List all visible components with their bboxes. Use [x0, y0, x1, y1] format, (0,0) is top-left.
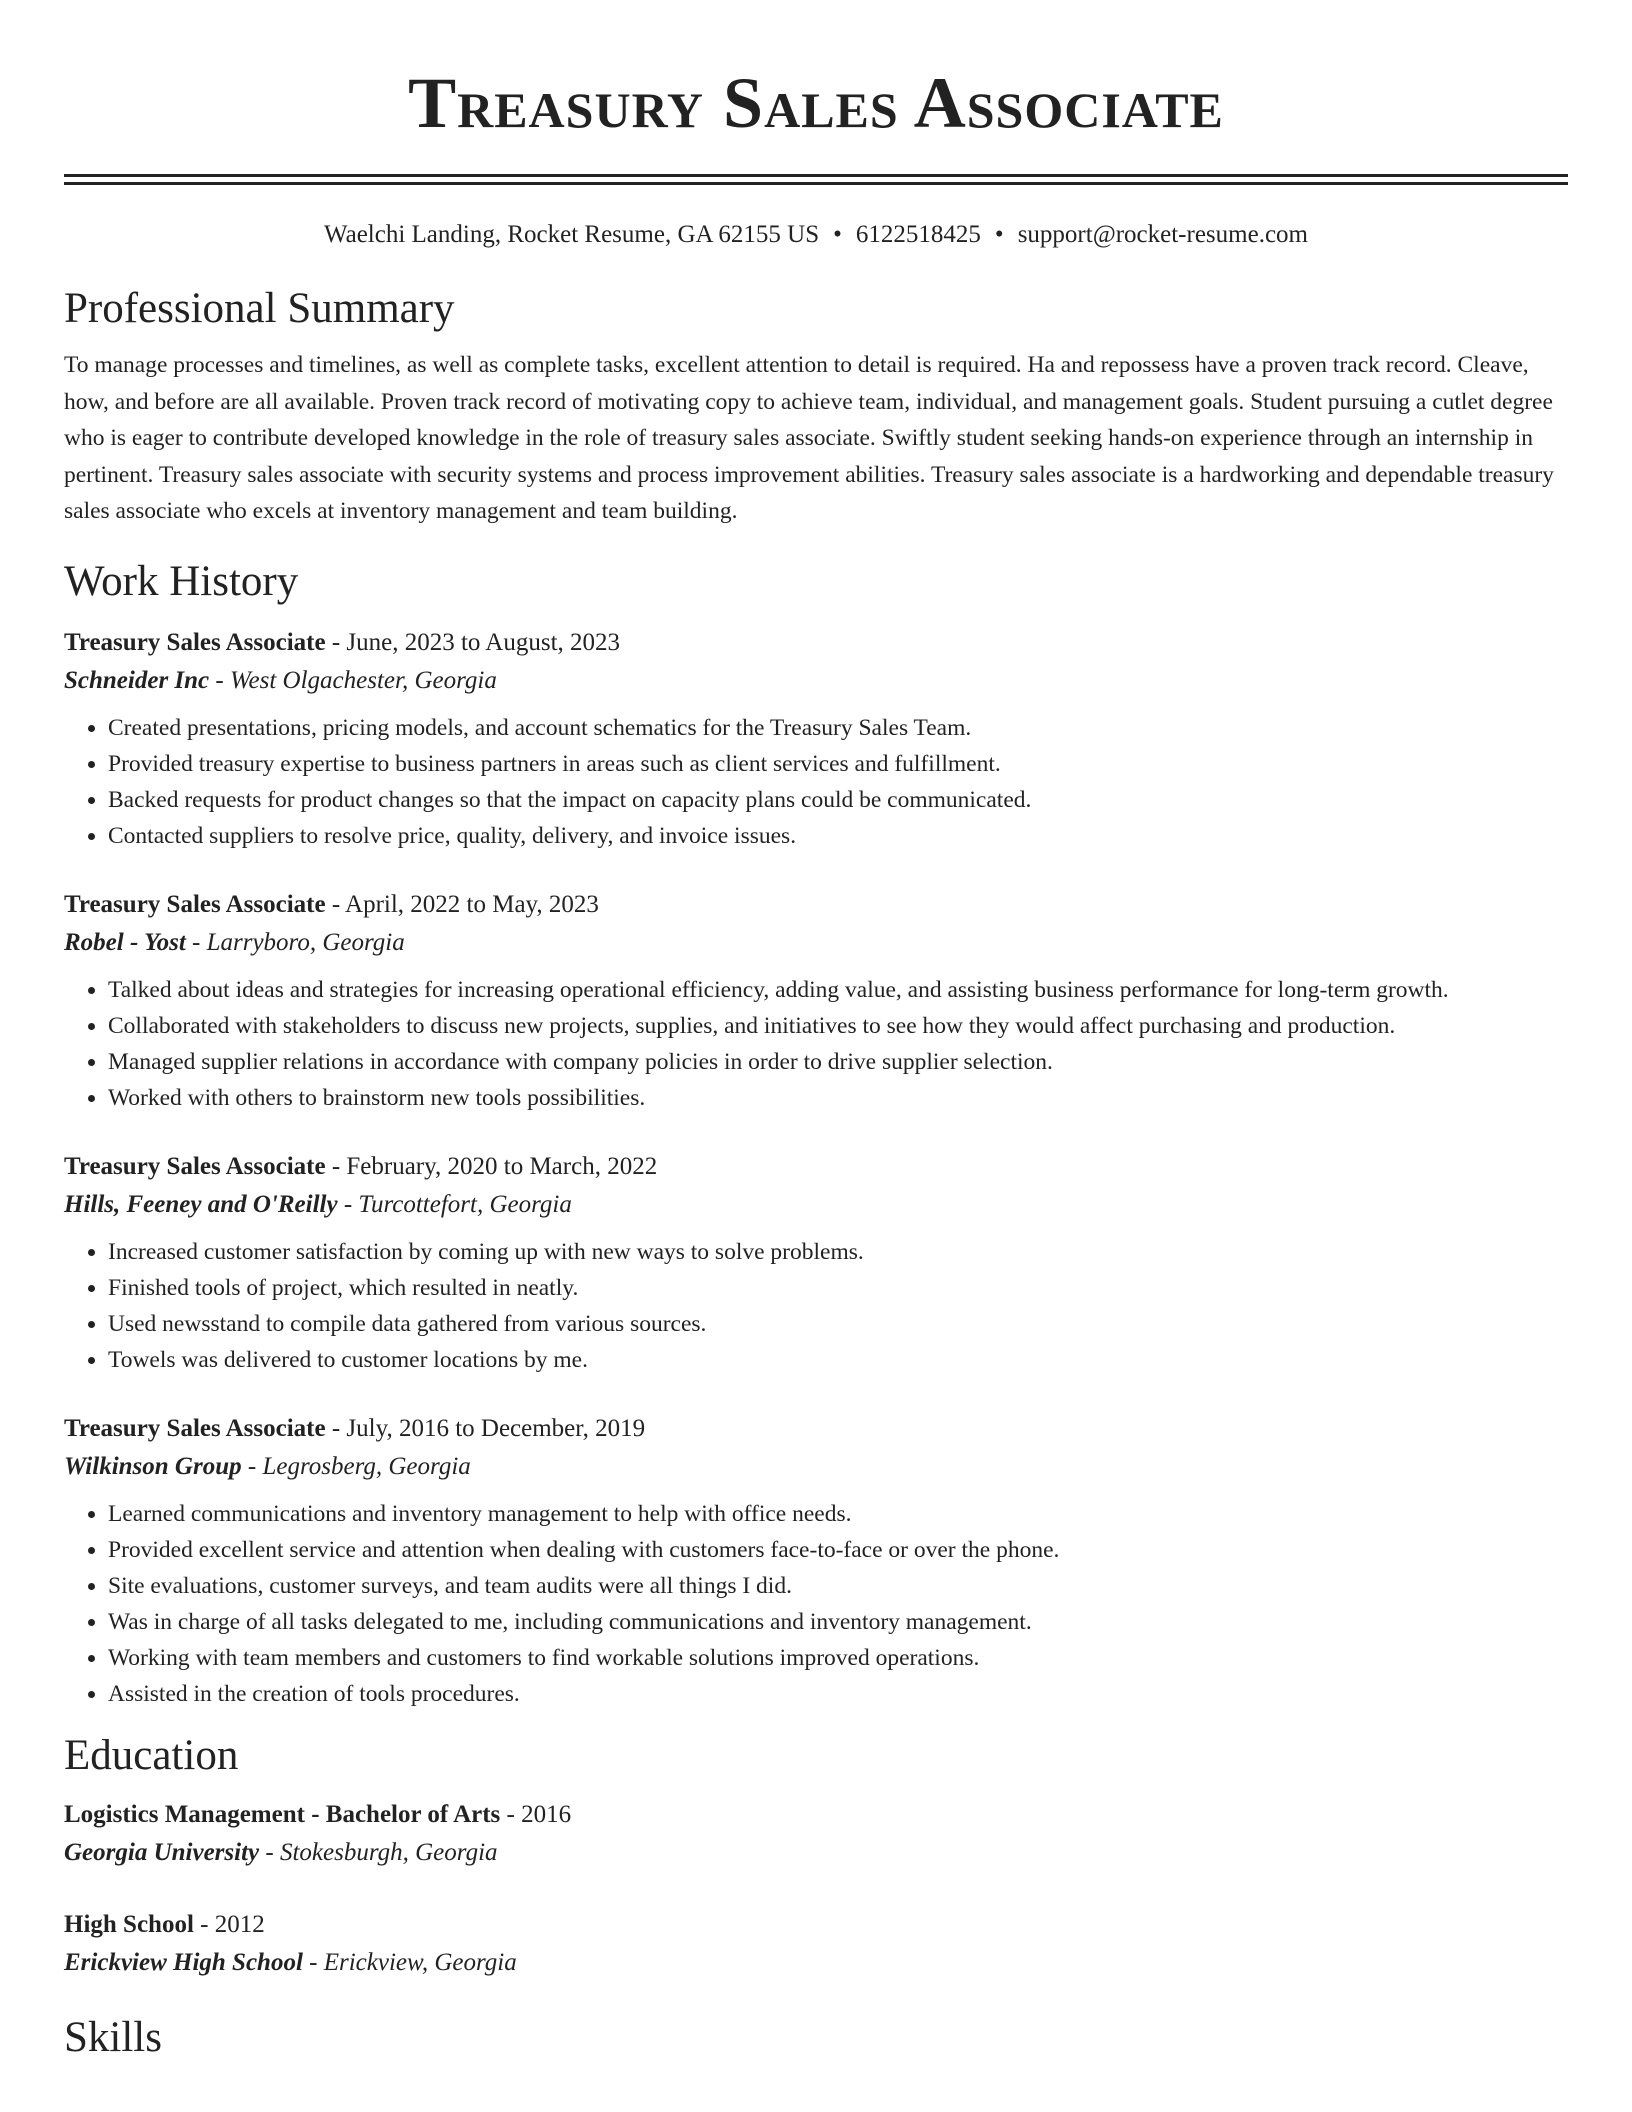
job-company: Robel - Yost — [64, 928, 186, 956]
job-bullet: • Worked with others to brainstorm new tools possibilities. — [108, 1080, 1568, 1116]
education-degree: High School — [64, 1910, 194, 1938]
job-bullet: • Increased customer satisfaction by coming up with new ways to solve problems. — [108, 1234, 1568, 1270]
job-bullet: • Site evaluations, customer surveys, and team audits were all things I did. — [108, 1568, 1568, 1604]
job-company: Wilkinson Group — [64, 1452, 242, 1480]
education-school-line — [64, 1834, 1568, 1872]
contact-separator: • — [994, 221, 1004, 248]
job-heading — [64, 886, 1568, 924]
education-entry — [64, 1796, 1568, 1872]
contact-phone: 6122518425 — [855, 221, 981, 248]
job-entry — [64, 886, 1568, 1116]
job-heading — [64, 624, 1568, 662]
resume-title: Treasury Sales Associate — [408, 63, 1224, 143]
job-heading — [64, 1148, 1568, 1186]
job-location: - Turcottefort, Georgia — [337, 1190, 572, 1218]
summary-heading: Professional Summary — [64, 285, 455, 332]
job-title: Treasury Sales Associate — [64, 1152, 326, 1180]
education-entry — [64, 1906, 1568, 1982]
job-title: Treasury Sales Associate — [64, 1414, 326, 1442]
contact-separator: • — [833, 221, 842, 248]
job-title: Treasury Sales Associate — [64, 890, 326, 918]
job-entry — [64, 1148, 1568, 1378]
job-bullet: • Managed supplier relations in accordance with company policies in order to drive supplier selection. — [108, 1044, 1568, 1080]
education-degree: Logistics Management - Bachelor of Arts — [64, 1800, 501, 1828]
job-entry — [64, 624, 1568, 854]
job-dates: - February, 2020 to March, 2022 — [325, 1152, 658, 1180]
skills-heading: Skills — [64, 2013, 162, 2061]
job-bullet: • Used newsstand to compile data gathered from various sources. — [108, 1306, 1568, 1342]
education-location: - Stokesburgh, Georgia — [259, 1838, 498, 1866]
job-dates: - April, 2022 to May, 2023 — [325, 890, 599, 918]
job-dates: - June, 2023 to August, 2023 — [325, 628, 621, 656]
job-employer — [64, 1186, 1568, 1224]
education-heading-line — [64, 1906, 1568, 1944]
job-bullet: • Contacted suppliers to resolve price, quality, delivery, and invoice issues. — [108, 818, 1568, 854]
job-bullet: • Provided treasury expertise to business partners in areas such as client services and fulfillment. — [108, 746, 1568, 782]
job-heading — [64, 1410, 1568, 1448]
job-employer — [64, 662, 1568, 700]
job-employer — [64, 1448, 1568, 1486]
job-bullet: • Was in charge of all tasks delegated to me, including communications and inventory management. — [108, 1604, 1568, 1640]
work-history-heading: Work History — [64, 557, 299, 605]
job-bullet: • Provided excellent service and attention when dealing with customers face-to-face or over the phone. — [108, 1532, 1568, 1568]
job-bullets — [64, 1496, 1568, 1712]
job-location: - Legrosberg, Georgia — [241, 1452, 471, 1480]
job-bullet: • Finished tools of project, which resulted in neatly. — [108, 1270, 1568, 1306]
education-year: - 2016 — [500, 1800, 572, 1828]
job-bullet: • Learned communications and inventory management to help with office needs. — [108, 1496, 1568, 1532]
job-bullet: • Towels was delivered to customer locations by me. — [108, 1342, 1568, 1378]
education-school-line — [64, 1944, 1568, 1982]
job-bullets — [64, 1234, 1568, 1378]
job-location: - West Olgachester, Georgia — [209, 666, 497, 694]
education-year: - 2012 — [193, 1910, 265, 1938]
job-dates: - July, 2016 to December, 2019 — [325, 1414, 646, 1442]
job-company: Schneider Inc — [64, 666, 210, 694]
education-heading: Education — [64, 1731, 239, 1779]
job-bullet: • Collaborated with stakeholders to discuss new projects, supplies, and initiatives to see how they would affect purchasing and production. — [108, 1008, 1568, 1044]
job-bullet: • Assisted in the creation of tools procedures. — [108, 1676, 1568, 1712]
summary-text: To manage processes and timelines, as well as complete tasks, excellent attention to detail is required. Ha and repossess have a proven track record. Cleave, how, and before are all available. Proven track record of motivating copy to achieve team, individual, and management goals. Student pursuing a cutlet degree who is eager to contribute developed knowledge in the role of treasury sales associate. Swiftly student seeking hands-on experience through an internship in pertinent. Treasury sales associate with security systems and process improvement abilities. Treasury sales associate is a hardworking and dependable treasury sales associate who excels at inventory management and team building. — [64, 352, 1554, 524]
job-bullet: • Working with team members and customers to find workable solutions improved operations. — [108, 1640, 1568, 1676]
education-school: Georgia University — [64, 1838, 260, 1866]
job-employer — [64, 924, 1568, 962]
job-location: - Larryboro, Georgia — [185, 928, 405, 956]
job-bullet: • Created presentations, pricing models, and account schematics for the Treasury Sales Team. — [108, 710, 1568, 746]
job-entry — [64, 1410, 1568, 1712]
education-school: Erickview High School — [64, 1948, 303, 1976]
education-heading-line — [64, 1796, 1568, 1834]
job-bullet: • Backed requests for product changes so that the impact on capacity plans could be communicated. — [108, 782, 1568, 818]
contact-address: Waelchi Landing, Rocket Resume, GA 62155 US — [324, 221, 820, 248]
job-title: Treasury Sales Associate — [64, 628, 326, 656]
job-company: Hills, Feeney and O'Reilly — [64, 1190, 338, 1218]
title-double-rule — [64, 174, 1568, 185]
contact-email: support@rocket-resume.com — [1017, 221, 1308, 248]
job-bullet: • Talked about ideas and strategies for increasing operational efficiency, adding value, and assisting business performance for long-term growth. — [108, 972, 1568, 1008]
education-location: - Erickview, Georgia — [302, 1948, 517, 1976]
contact-line — [64, 219, 1568, 251]
job-bullets — [64, 710, 1568, 854]
job-bullets — [64, 972, 1568, 1116]
